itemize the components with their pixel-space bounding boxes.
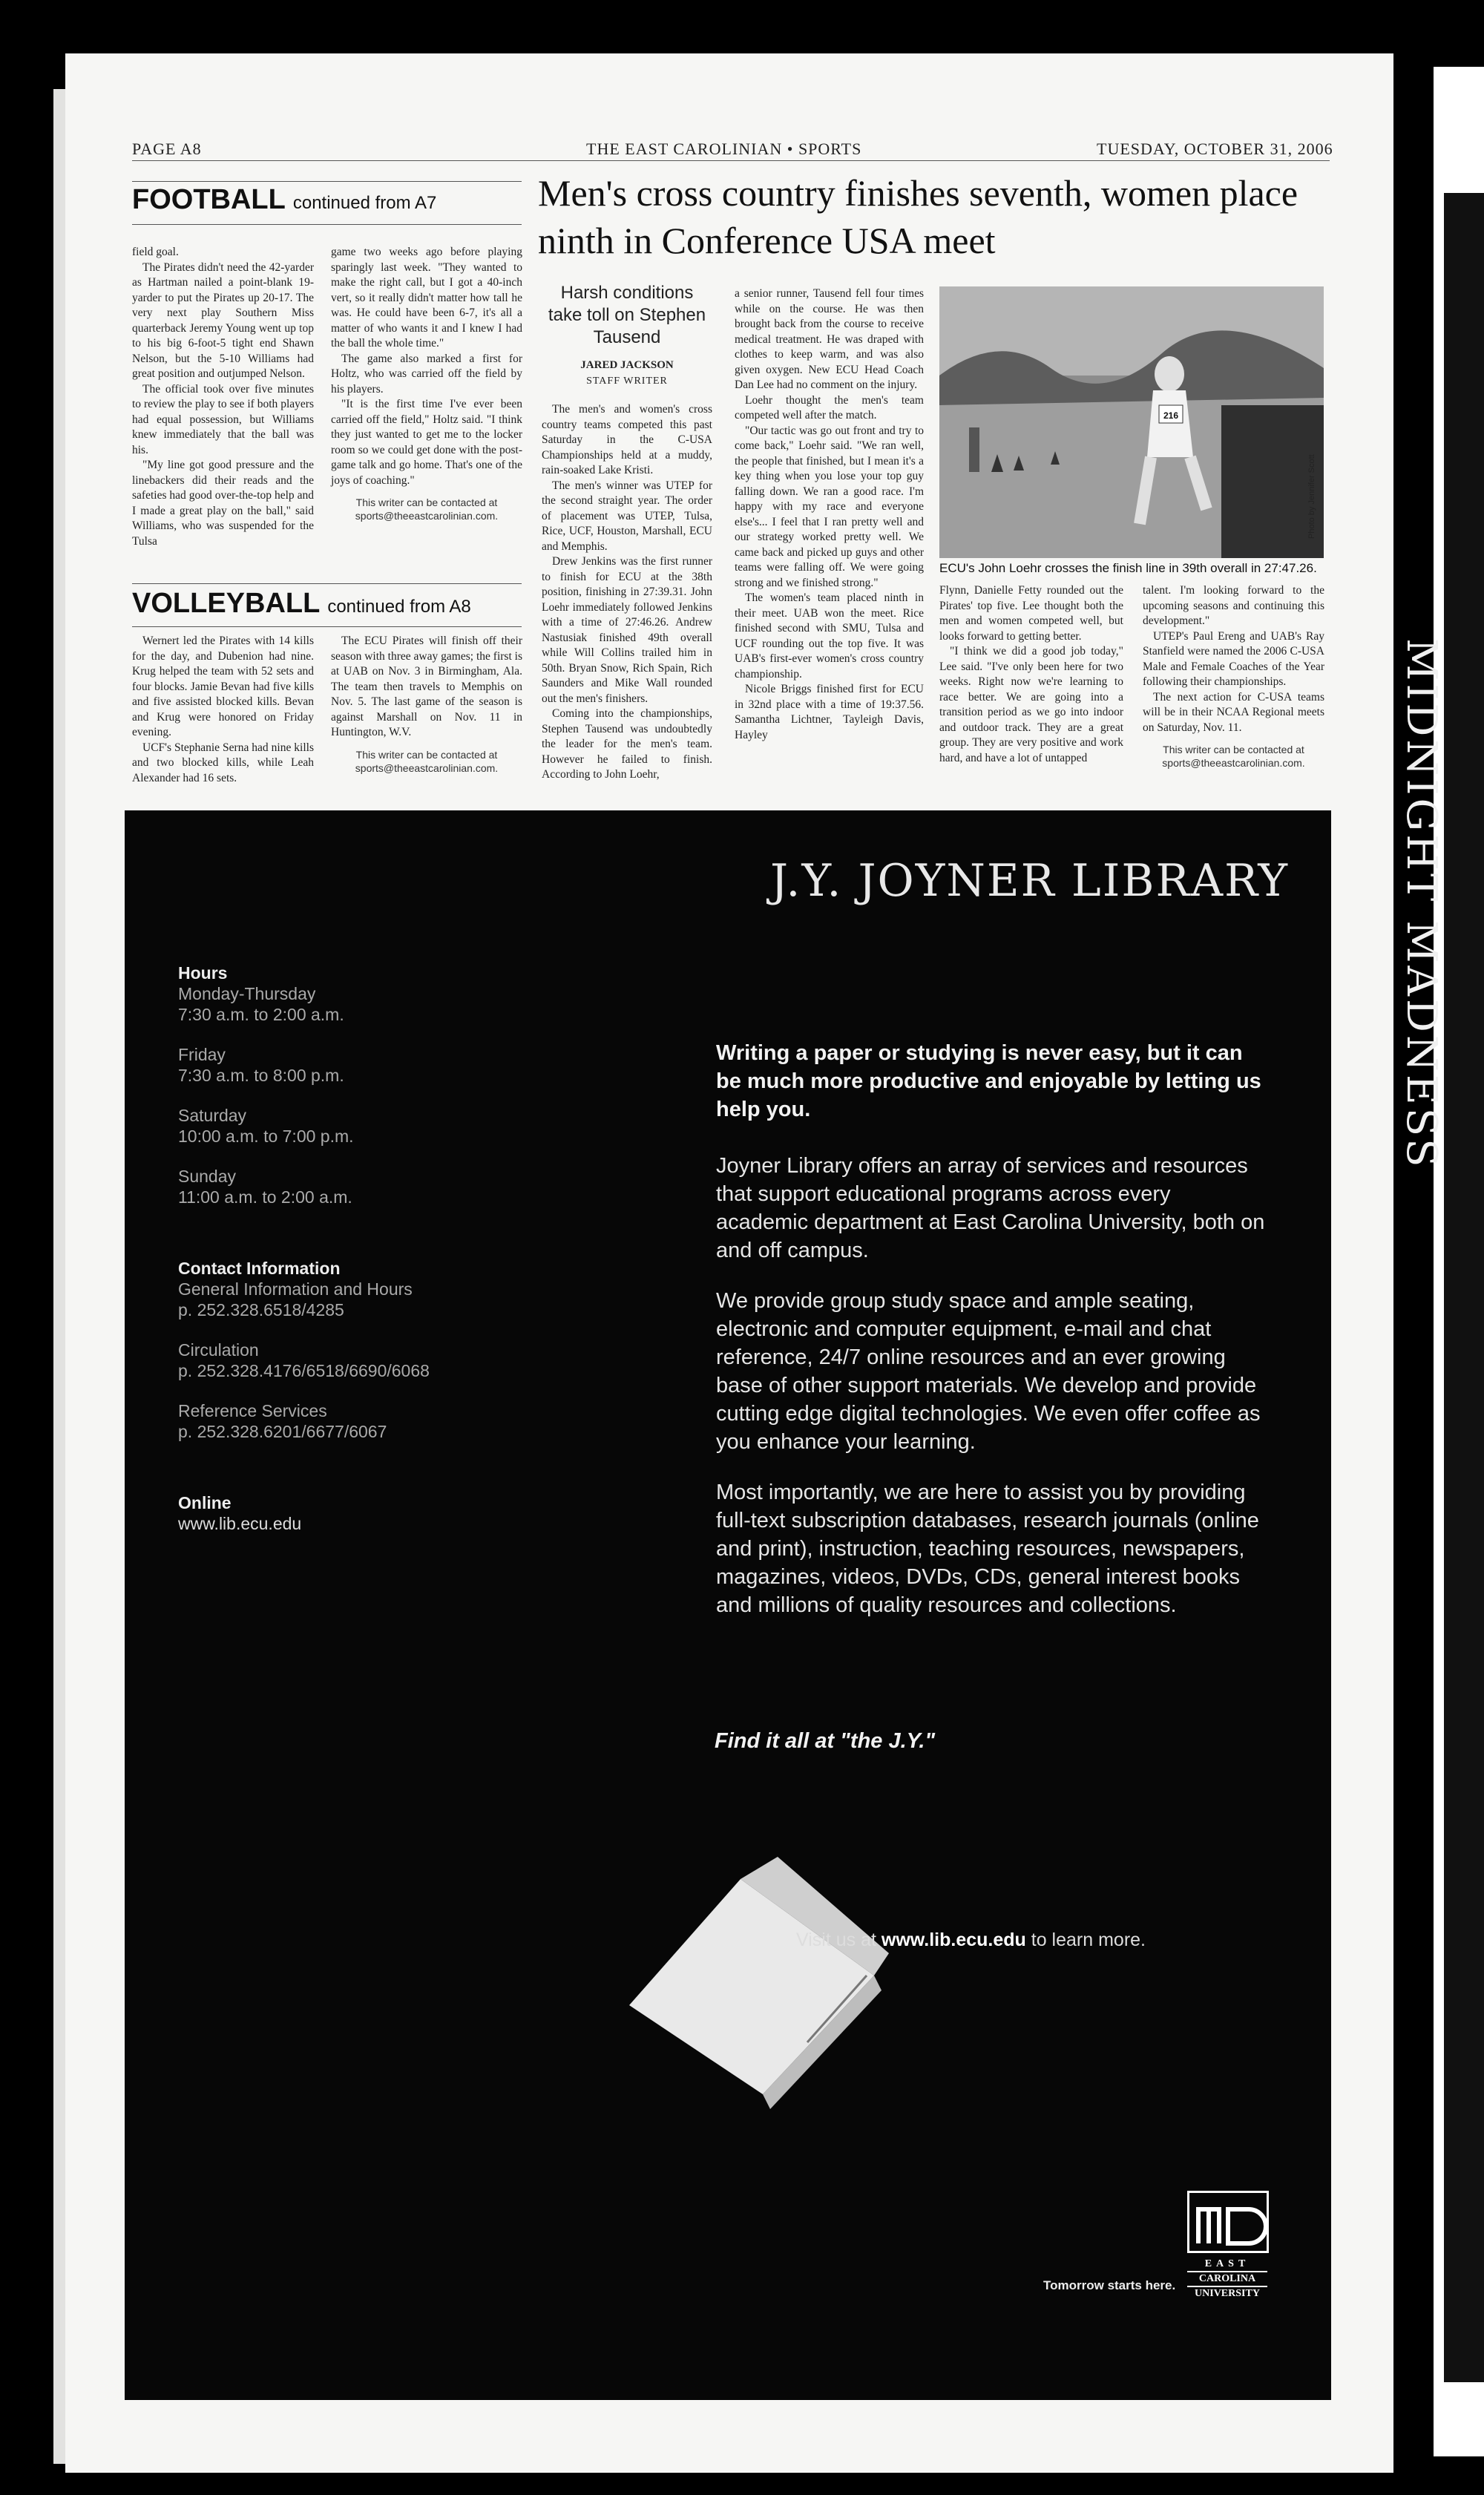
volleyball-contact: This writer can be contacted at sports@theeastcarolinian.com. xyxy=(355,748,499,774)
photo-credit: Photo by Jennifer Scott xyxy=(1307,454,1316,539)
cc-col-2: a senior runner, Tausend fell four times while on the course. He was then brought back from the course to receive medical treatment. He was draped with clothes to keep warm, and was also given oxygen. New ECU Head Coach Dan Lee had no comment on the injury. Loehr thought the men's team competed well after the match. "Our tactic was go out front and try to come back," Loehr said. "We ran well, the people that finished, but I mean it's a key thing when you lose your top guy falling down. We ran a good race. I'm happy with my race and everyone else's... I feel that I ran pretty well and our strategy worked pretty well. We came back and picked up guys and other teams were falling off. We were going strong and we finished strong." The women's team placed ninth in their meet. UAB won the meet. Rice finished second with SMU, Tulsa and UCF rounding out the top five. It was UAB's first-ever women's cross country championship. Nicole Briggs finished first for ECU in 32nd place with a time of 19:37.56. Samantha Lichtner, Tayleigh Davis, Hayley xyxy=(735,287,924,741)
ad-visit-line: Visit us at www.lib.ecu.edu to learn more. xyxy=(796,1930,1146,1950)
hours-day: Sunday xyxy=(178,1167,237,1186)
ad-intro: Writing a paper or studying is never easy, but it can be much more productive and enjoyable by letting us help you. xyxy=(716,1041,1261,1121)
online-url: www.lib.ecu.edu xyxy=(178,1514,302,1533)
cc-col-3: Flynn, Danielle Fetty rounded out the Pirates' top five. Lee thought both the men and women competed well, but looks forward to getting better. "I think we did a good job today," Lee said. "I've only been here for two weeks. Right now we're learning to race better. We are going into a transition period as we go into indoor and outdoor track. They are a great group. They are very positive and work hard, and have a lot of untapped xyxy=(939,584,1123,764)
football-heading: FOOTBALL continued from A7 xyxy=(132,184,437,215)
ad-tagline: Tomorrow starts here. xyxy=(1043,2278,1176,2292)
photo-caption: ECU's John Loehr crosses the finish line in 39th overall in 27:47.26. xyxy=(939,561,1317,575)
ad-visit-url: www.lib.ecu.edu xyxy=(881,1930,1026,1950)
hours-time: 10:00 a.m. to 7:00 p.m. xyxy=(178,1127,354,1146)
library-ad xyxy=(125,810,1331,2400)
online-label: Online xyxy=(178,1493,232,1512)
volleyball-heading-rule xyxy=(132,626,522,627)
volleyball-col-1: Wernert led the Pirates with 14 kills for the day, and Dubenion had nine. Krug helped the team with 52 sets and four blocks. Jamie Bevan had five kills and five assisted blocked kills. Bevan and Krug were honored on Friday evening. UCF's Stephanie Serna had nine kills and two blocked kills, while Leah Alexander had 16 sets. xyxy=(132,635,314,784)
cross-country-deck: Harsh conditions take toll on Stephen Tausend xyxy=(548,283,706,347)
logo-carolina: CAROLINA xyxy=(1187,2271,1267,2287)
logo-east: EAST xyxy=(1204,2258,1250,2269)
football-heading-rule xyxy=(132,224,522,225)
cc-contact: This writer can be contacted at sports@theeastcarolinian.com. xyxy=(1162,744,1305,769)
contact-phone: p. 252.328.6518/4285 xyxy=(178,1300,344,1319)
ad-info-column xyxy=(178,963,490,1534)
ad-paragraph: We provide group study space and ample seating, electronic and computer equipment, e-mail and chat reference, 24/7 online resources and an ever growing base of other support materials. We develop and provide cutting edge digital technologies. We even offer coffee as you enhance your learning. xyxy=(716,1289,1261,1454)
byline-title: STAFF WRITER xyxy=(586,376,668,387)
page-label: PAGE A8 xyxy=(132,140,202,158)
volleyball-col-2: The ECU Pirates will finish off their season with three away games; the first is at UAB on Nov. 3 in Birmingham, Ala. The team then travels to Memphis on Nov. 5. The last game of the season is against Marshall on Nov. 11 in Huntington, W.V. This writer can be contacted at sports@theeastcarolinian.com. xyxy=(331,635,522,774)
cc-col-1: The men's and women's cross country teams competed this past Saturday in the C-USA Championships held at a muddy, rain-soaked Lake Kristi. The men's winner was UTEP for the second straight year. The order of placement was UTEP, Tulsa, Rice, UCF, Houston, Marshall, ECU and Memphis. Drew Jenkins was the first runner to finish for ECU at the 38th position, finishing in 27:39.31. John Loehr immediately followed Jenkins with a time of 27:46.26. Andrew Nastusiak finished 49th overall while Will Collins trailed him in 50th. Bryan Snow, Rich Spain, Rich Saunders and Mike Wall rounded out the men's finishers. Coming into the championships, Stephen Tausend was undoubtedly the leader for the men's team. However he failed to finish. According to John Loehr, xyxy=(542,403,712,781)
issue-date: TUESDAY, OCTOBER 31, 2006 xyxy=(1097,140,1333,158)
ad-paragraph: Joyner Library offers an array of services and resources that support educational programs across every academic department at East Carolina University, both on and off campus. xyxy=(716,1154,1265,1262)
hours-time: 11:00 a.m. to 2:00 a.m. xyxy=(178,1187,352,1207)
header-rule xyxy=(132,160,1330,161)
adjacent-page-title: MIDNIGHT MADNESS xyxy=(1397,638,1445,1170)
contact-phone: p. 252.328.4176/6518/6690/6068 xyxy=(178,1361,430,1380)
adjacent-page-band xyxy=(1444,193,1484,2382)
football-contact: This writer can be contacted at sports@theeastcarolinian.com. xyxy=(355,496,499,522)
contact-name: Reference Services xyxy=(178,1401,327,1420)
ad-paragraph: Most importantly, we are here to assist you by providing full-text subscription databases, research journals (online and print), instruction, teaching resources, newspapers, magazines, videos, DVDs, CDs, general interest books and millions of quality resources and collections. xyxy=(716,1481,1259,1617)
contact-name: Circulation xyxy=(178,1340,259,1360)
contact-name: General Information and Hours xyxy=(178,1279,413,1299)
hours-time: 7:30 a.m. to 8:00 p.m. xyxy=(178,1066,344,1085)
hours-label: Hours xyxy=(178,963,228,983)
ad-call-to-action: Find it all at "the J.Y." xyxy=(715,1729,936,1753)
cross-country-headline: Men's cross country finishes seventh, women place ninth in Conference USA meet xyxy=(538,172,1298,261)
ad-title: J.Y. JOYNER LIBRARY xyxy=(770,855,1289,907)
byline: JARED JACKSON xyxy=(580,359,674,371)
contact-label: Contact Information xyxy=(178,1259,341,1278)
hours-time: 7:30 a.m. to 2:00 a.m. xyxy=(178,1005,344,1024)
hours-day: Friday xyxy=(178,1045,226,1064)
hours-day: Monday-Thursday xyxy=(178,984,316,1003)
race-photo xyxy=(939,286,1324,558)
ecu-monogram-icon xyxy=(1187,2191,1269,2253)
adjacent-page xyxy=(1434,67,1484,2456)
hours-day: Saturday xyxy=(178,1106,247,1125)
paper-section: THE EAST CAROLINIAN • SPORTS xyxy=(586,140,862,158)
cc-col-4: talent. I'm looking forward to the upcoming seasons and continuing this development." UTEP's Paul Ereng and UAB's Ray Stanfield were named the 2006 C-USA Male and Female Coaches of the Year following their championships. The next action for C-USA teams will be in their NCAA Regional meets on Saturday, Nov. 11. This writer can be contacted at sports@theeastcarolinian.com. xyxy=(1143,584,1324,769)
bib-number: 216 xyxy=(1163,410,1179,421)
logo-university: UNIVERSITY xyxy=(1195,2288,1260,2299)
race-photo-image xyxy=(939,286,1324,558)
contact-phone: p. 252.328.6201/6677/6067 xyxy=(178,1422,387,1441)
volleyball-top-rule xyxy=(132,583,522,584)
ecu-logo xyxy=(1187,2191,1267,2301)
football-col-1: field goal. The Pirates didn't need the 42-yarder as Hartman nailed a point-blank 19-yarder to put the Pirates up 20-17. The very next play Southern Miss quarterback Jeremy Young went up top to his big 6-foot-5 tight end Shawn Nelson, but the 5-10 Williams had great position and outjumped Nelson. The official took over five minutes to review the play to see if both players had equal possession, but Williams knew immediately that the ball was his. "My line got good pressure and the linebackers did their reads and the safeties had good over-the-top help and I made a great play on the ball," said Williams, who was suspended for the Tulsa xyxy=(132,246,314,548)
football-col-2: game two weeks ago before playing sparingly last week. "They wanted to make the right call, but I got a 40-inch vert, so it really didn't matter how tall he was. He could have been 6-7, it's all a matter of who wants it and I knew I had the ball the whole time." The game also marked a first for Holtz, who was carried off the field by his players. "It is the first time I've ever been carried off the field," Holtz said. "I think they just wanted to get me to the locker room so we could get done with the post-game talk and go home. That's one of the joys of coaching." This writer can be contacted at sports@theeastcarolinian.com. xyxy=(331,246,522,522)
volleyball-heading: VOLLEYBALL continued from A8 xyxy=(132,588,471,619)
ad-body xyxy=(716,1152,1265,1642)
football-top-rule xyxy=(132,181,522,182)
torn-book-graphic xyxy=(629,1849,911,2117)
